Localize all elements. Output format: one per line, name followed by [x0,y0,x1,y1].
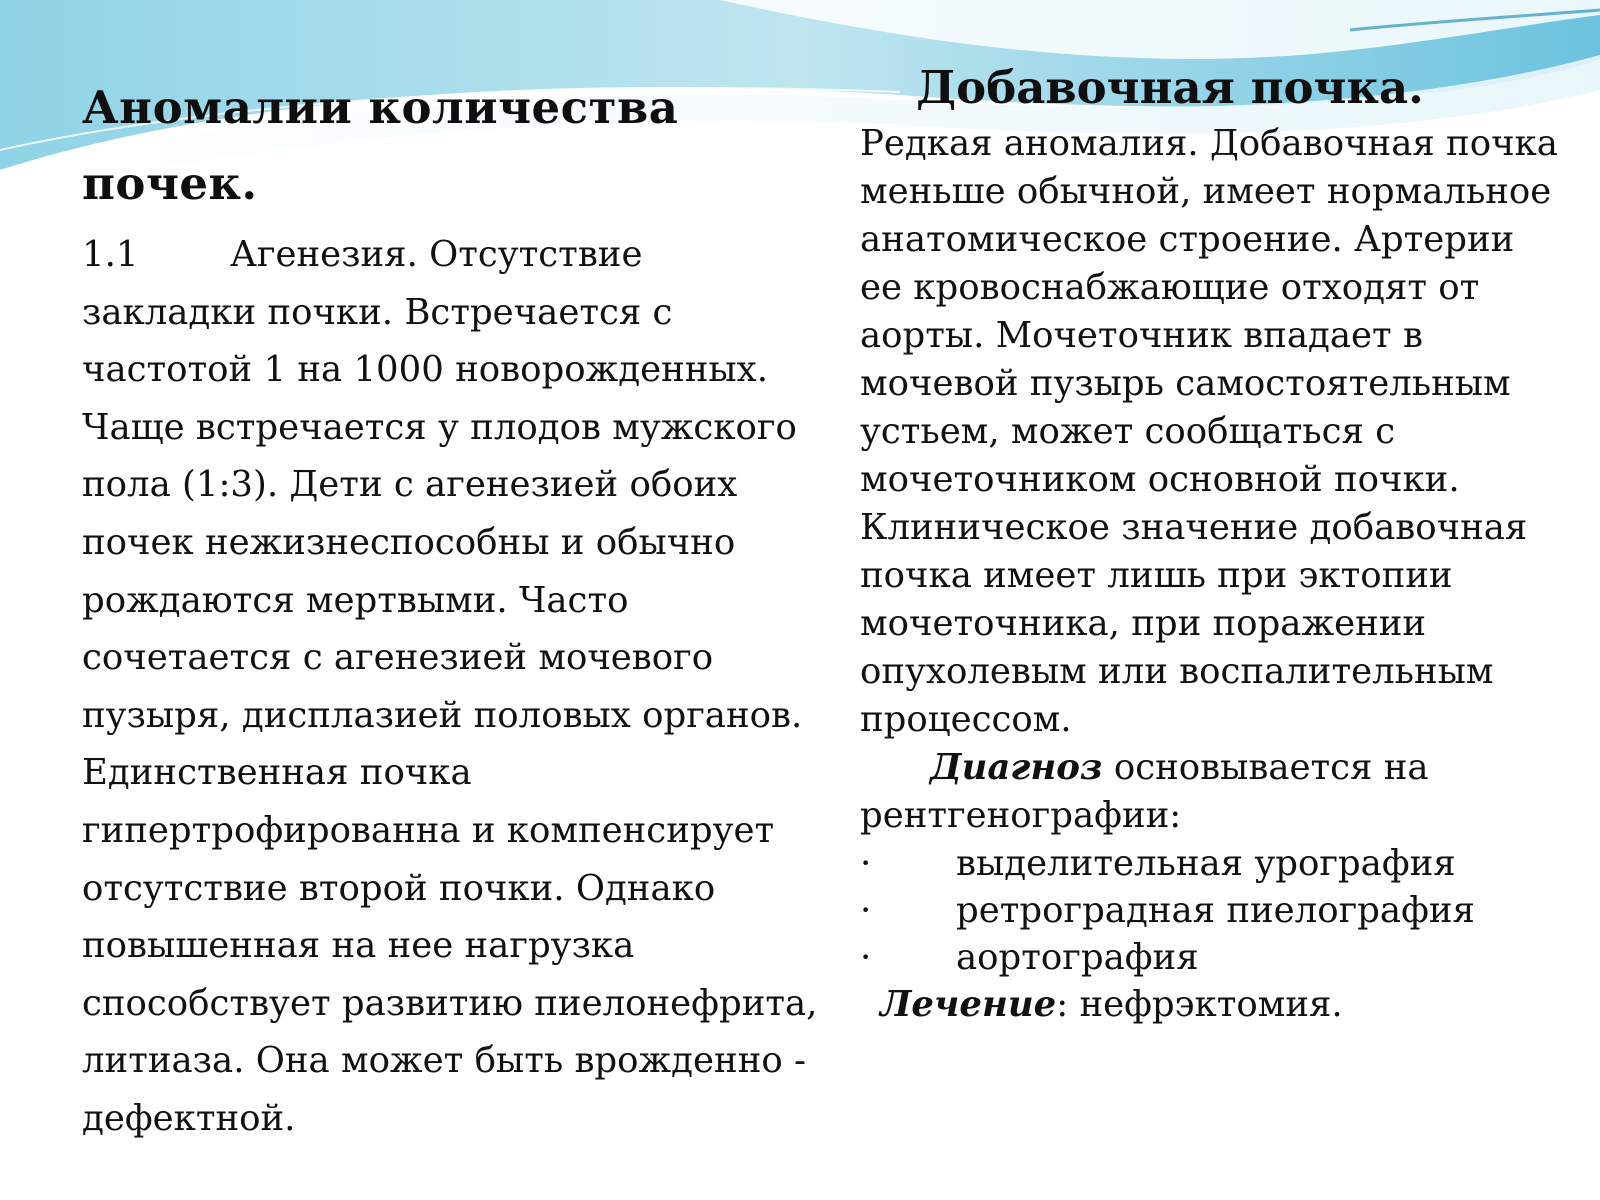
diagnosis-line [860,744,1560,840]
list-item [860,840,1560,887]
method-label: ретроградная пиелография [956,890,1475,931]
right-column [860,56,1560,1029]
list-item [860,934,1560,981]
agenesis-text: Агенезия. Отсутствие закладки почки. Встречается с частотой 1 на 1000 новорожденных. Чаще встречается у плодов мужского пола (1:3). Дети с агенезией обоих почек нежизнеспособны и обычно рождаются мертвыми. Часто сочетается с агенезией мочевого пузыря, дисплазией половых органов. Единственная почка гипертрофированна и компенсирует отсутствие второй почки. Однако повышенная на нее нагрузка способствует развитию пиелонефрита, литиаза. Она может быть врожденно - дефектной. [82,234,818,1139]
treatment-text: : нефрэктомия. [1056,984,1343,1025]
right-title: Добавочная почка. [916,61,1424,114]
list-item [860,887,1560,934]
left-title: Аномалии количества почек. [82,81,679,210]
diagnosis-label: Диагноз [930,747,1103,788]
treatment-label: Лечение [880,984,1057,1025]
bullet-icon: · [860,890,872,931]
left-column [82,70,822,1148]
agenesis-paragraph [82,226,822,1148]
method-label: выделительная урография [956,843,1456,884]
item-number: 1.1 [82,234,139,275]
diagnosis-methods-list [860,840,1560,981]
bullet-icon: · [860,937,872,978]
treatment-line [880,981,1560,1029]
method-label: аортография [956,937,1199,978]
extra-kidney-paragraph: Редкая аномалия. Добавочная почка меньше обычной, имеет нормальное анатомическое строение. Артерии ее кровоснабжающие отходят от аорты. Мочеточник впадает в мочевой пузырь самостоятельным устьем, может сообщаться с мочеточником основной почки. Клиническое значение добавочная почка имеет лишь при эктопии мочеточника, при поражении опухолевым или воспалительным процессом. [860,123,1558,740]
diagnosis-text: основывается на рентгенографии: [860,747,1429,836]
bullet-icon: · [860,843,872,884]
